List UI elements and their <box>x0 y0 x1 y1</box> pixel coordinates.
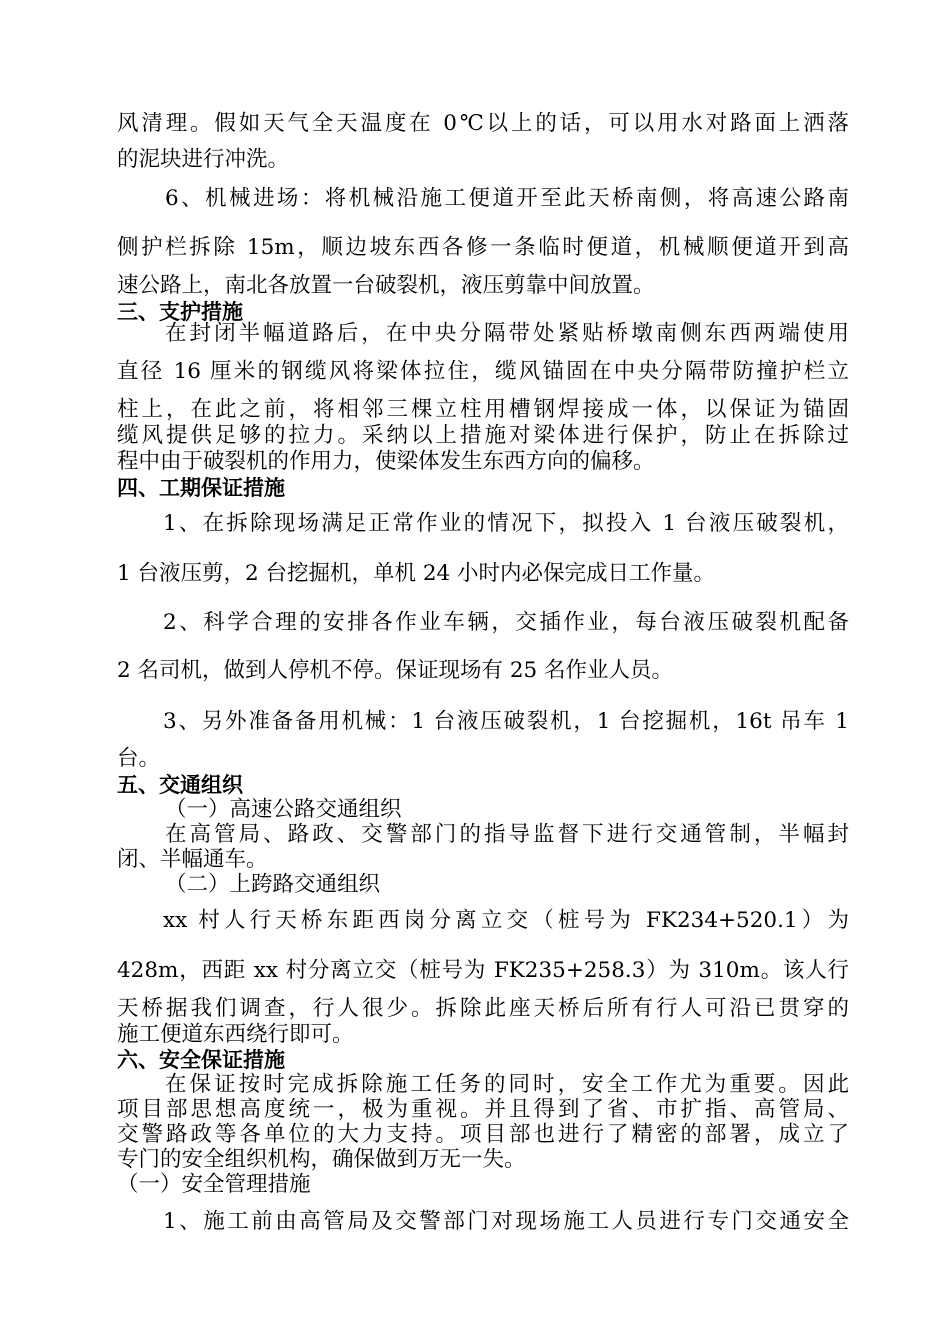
paragraph-line: 在保证按时完成拆除施工任务的同时，安全工作尤为重要。因此 <box>165 1072 849 1097</box>
paragraph-line: 6、机械进场：将机械沿施工便道开至此天桥南侧，将高速公路南 <box>165 186 849 211</box>
section-heading: 三、支护措施 <box>117 300 243 324</box>
paragraph-line: 专门的安全组织机构，确保做到万无一失。 <box>117 1147 526 1172</box>
paragraph-line: 缆风提供足够的拉力。采纳以上措施对梁体进行保护，防止在拆除过 <box>117 423 849 448</box>
paragraph-line: 程中由于破裂机的作用力，使梁体发生东西方向的偏移。 <box>117 449 655 474</box>
paragraph-line: 柱上，在此之前，将相邻三棵立柱用槽钢焊接成一体，以保证为锚固 <box>117 397 849 422</box>
paragraph-line: 1、施工前由高管局及交警部门对现场施工人员进行专门交通安全 <box>163 1209 849 1234</box>
section-heading: 六、安全保证措施 <box>117 1048 285 1072</box>
subsection-heading: （一）高速公路交通组织 <box>165 797 402 822</box>
paragraph-line: 2、科学合理的安排各作业车辆，交插作业，每台液压破裂机配备 <box>163 610 849 635</box>
paragraph-line: 台。 <box>117 746 161 771</box>
section-heading: 五、交通组织 <box>117 773 243 797</box>
paragraph-line: 项目部思想高度统一，极为重视。并且得到了省、市扩指、高管局、 <box>117 1097 849 1122</box>
paragraph-line: 闭、半幅通车。 <box>117 847 268 872</box>
paragraph-line: 3、另外准备备用机械：1 台液压破裂机，1 台挖掘机，16t 吊车 1 <box>163 709 849 734</box>
paragraph-line: 侧护栏拆除 15m，顺边坡东西各修一条临时便道，机械顺便道开到高 <box>117 235 849 260</box>
paragraph-line: 1、在拆除现场满足正常作业的情况下，拟投入 1 台液压破裂机， <box>163 511 849 536</box>
paragraph-line: 2 名司机，做到人停机不停。保证现场有 25 名作业人员。 <box>117 658 674 683</box>
paragraph-line: xx 村人行天桥东距西岗分离立交（桩号为 FK234+520.1）为 <box>163 908 849 933</box>
paragraph-line: 的泥块进行冲洗。 <box>117 147 290 172</box>
paragraph-line: 在高管局、路政、交警部门的指导监督下进行交通管制，半幅封 <box>165 822 849 847</box>
paragraph-line: 在封闭半幅道路后，在中央分隔带处紧贴桥墩南侧东西两端使用 <box>165 321 849 346</box>
paragraph-line: 施工便道东西绕行即可。 <box>117 1022 354 1047</box>
paragraph-line: 直径 16 厘米的钢缆风将梁体拉住，缆风锚固在中央分隔带防撞护栏立 <box>117 359 849 384</box>
subsection-heading: （二）上跨路交通组织 <box>165 872 381 897</box>
paragraph-line: 1 台液压剪，2 台挖掘机，单机 24 小时内必保完成日工作量。 <box>117 561 716 586</box>
paragraph-line: 风清理。假如天气全天温度在 0℃以上的话，可以用水对路面上洒落 <box>117 111 849 136</box>
paragraph-line: 428m，西距 xx 村分离立交（桩号为 FK235+258.3）为 310m。该人行 <box>117 958 849 983</box>
subsection-heading: （一）安全管理措施 <box>117 1172 311 1197</box>
paragraph-line: 速公路上，南北各放置一台破裂机，液压剪靠中间放置。 <box>117 273 655 298</box>
paragraph-line: 天桥据我们调查，行人很少。拆除此座天桥后所有行人可沿已贯穿的 <box>117 996 849 1021</box>
section-heading: 四、工期保证措施 <box>117 476 285 500</box>
paragraph-line: 交警路政等各单位的大力支持。项目部也进行了精密的部署，成立了 <box>117 1122 849 1147</box>
